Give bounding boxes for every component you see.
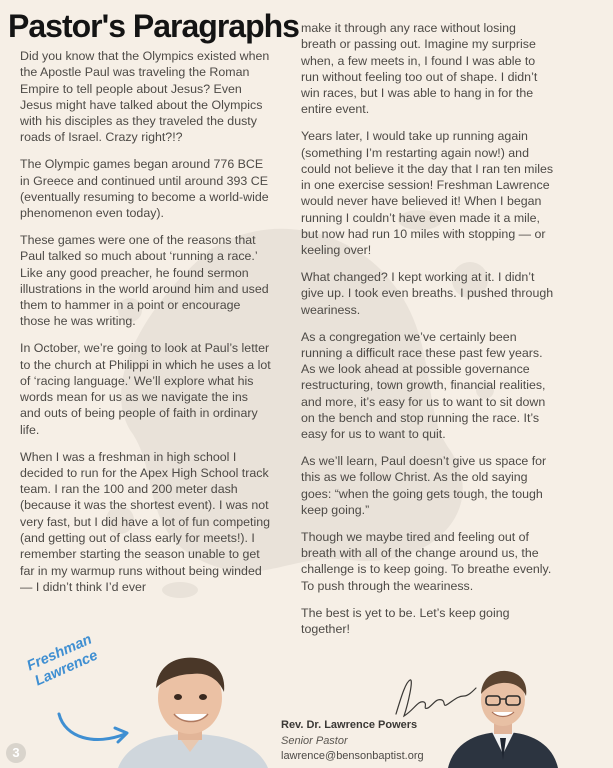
left-column [20, 48, 272, 606]
paragraph: What changed? I kept working at it. I didn’t give up. I took even breaths. I pushed through weariness. [301, 270, 554, 317]
paragraph: In October, we’re going to look at Paul’s letter to the church at Philippi in which he uses a lot of ‘racing language.’ We’ll explore what his words mean for us as we navigate the ins and outs of being people of faith in ordinary life. [20, 341, 271, 437]
paragraph: As a congregation we’ve certainly been running a difficult race these past few years. As we look ahead at possible governance restructuring, town growth, financial realities, and more, it’s easy for us to want to sit down on the bench and stop running the race. It’s easy for us to want to quit. [301, 329, 546, 442]
pastor-role: Senior Pastor [281, 734, 348, 747]
photo-caption: Freshman Lawrence [24, 631, 101, 690]
pastor-photo [448, 668, 558, 768]
paragraph: These games were one of the reasons that Paul talked so much about ‘running a race.’ Like any good preacher, he found sermon illustrations in the world around him and used them to hammer in a point or encourage those he was writing. [20, 232, 269, 329]
pastor-email[interactable]: lawrence@bensonbaptist.org [281, 750, 424, 762]
paragraph: The Olympic games began around 776 BCE in Greece and continued until around 393 CE (eventually resuming to become a world-wide phenomenon even today). [20, 157, 269, 221]
paragraph: Did you know that the Olympics existed when the Apostle Paul was traveling the Roman Empire to tell people about Jesus? Even Jesus might have talked about the Olympics with his disciples as they traveled the dusty roads of Israel. Crazy right?!? [20, 49, 270, 145]
freshman-photo [108, 652, 273, 768]
paragraph: The best is yet to be. Let’s keep going together! [301, 605, 510, 636]
paragraph: When I was a freshman in high school I decided to run for the Apex High School track team. I ran the 100 and 200 meter dash (because it was the shortest event). I was not very fast, but I did have a lot of fun competing (and getting out of class early for meets!). I remember starting the season unable to get far in my warmup runs without being winded— I didn’t think I’d ever [20, 449, 271, 594]
page-title: Pastor's Paragraphs [8, 8, 299, 44]
page-number: 3 [6, 743, 26, 763]
pastor-name: Rev. Dr. Lawrence Powers [281, 719, 418, 731]
paragraph: As we’ll learn, Paul doesn’t give us space for this as we follow Christ. As the old saying goes: “when the going gets tough, the tough keep going.” [301, 454, 547, 518]
paragraph: Though we maybe tired and feeling out of breath with all of the change around us, the challenge is to keep going. To breathe evenly. To push through the weariness. [301, 529, 552, 593]
signature-block [281, 718, 451, 765]
right-column [301, 20, 554, 648]
paragraph: Years later, I would take up running again (something I’m restarting again now!) and could not believe it the day that I ran ten miles in one exercise session! Freshman Lawrence would never have believed it! When I began running I couldn’t have even made it a mile, but now had run 10 miles with stopping — or keeling over! [301, 129, 554, 258]
paragraph: make it through any race without losing breath or passing out. Imagine my surprise when, a few meets in, I found I was able to run without feeling too out of shape. I didn’t win races, but I was able to hang in for the entire event. [301, 21, 538, 117]
